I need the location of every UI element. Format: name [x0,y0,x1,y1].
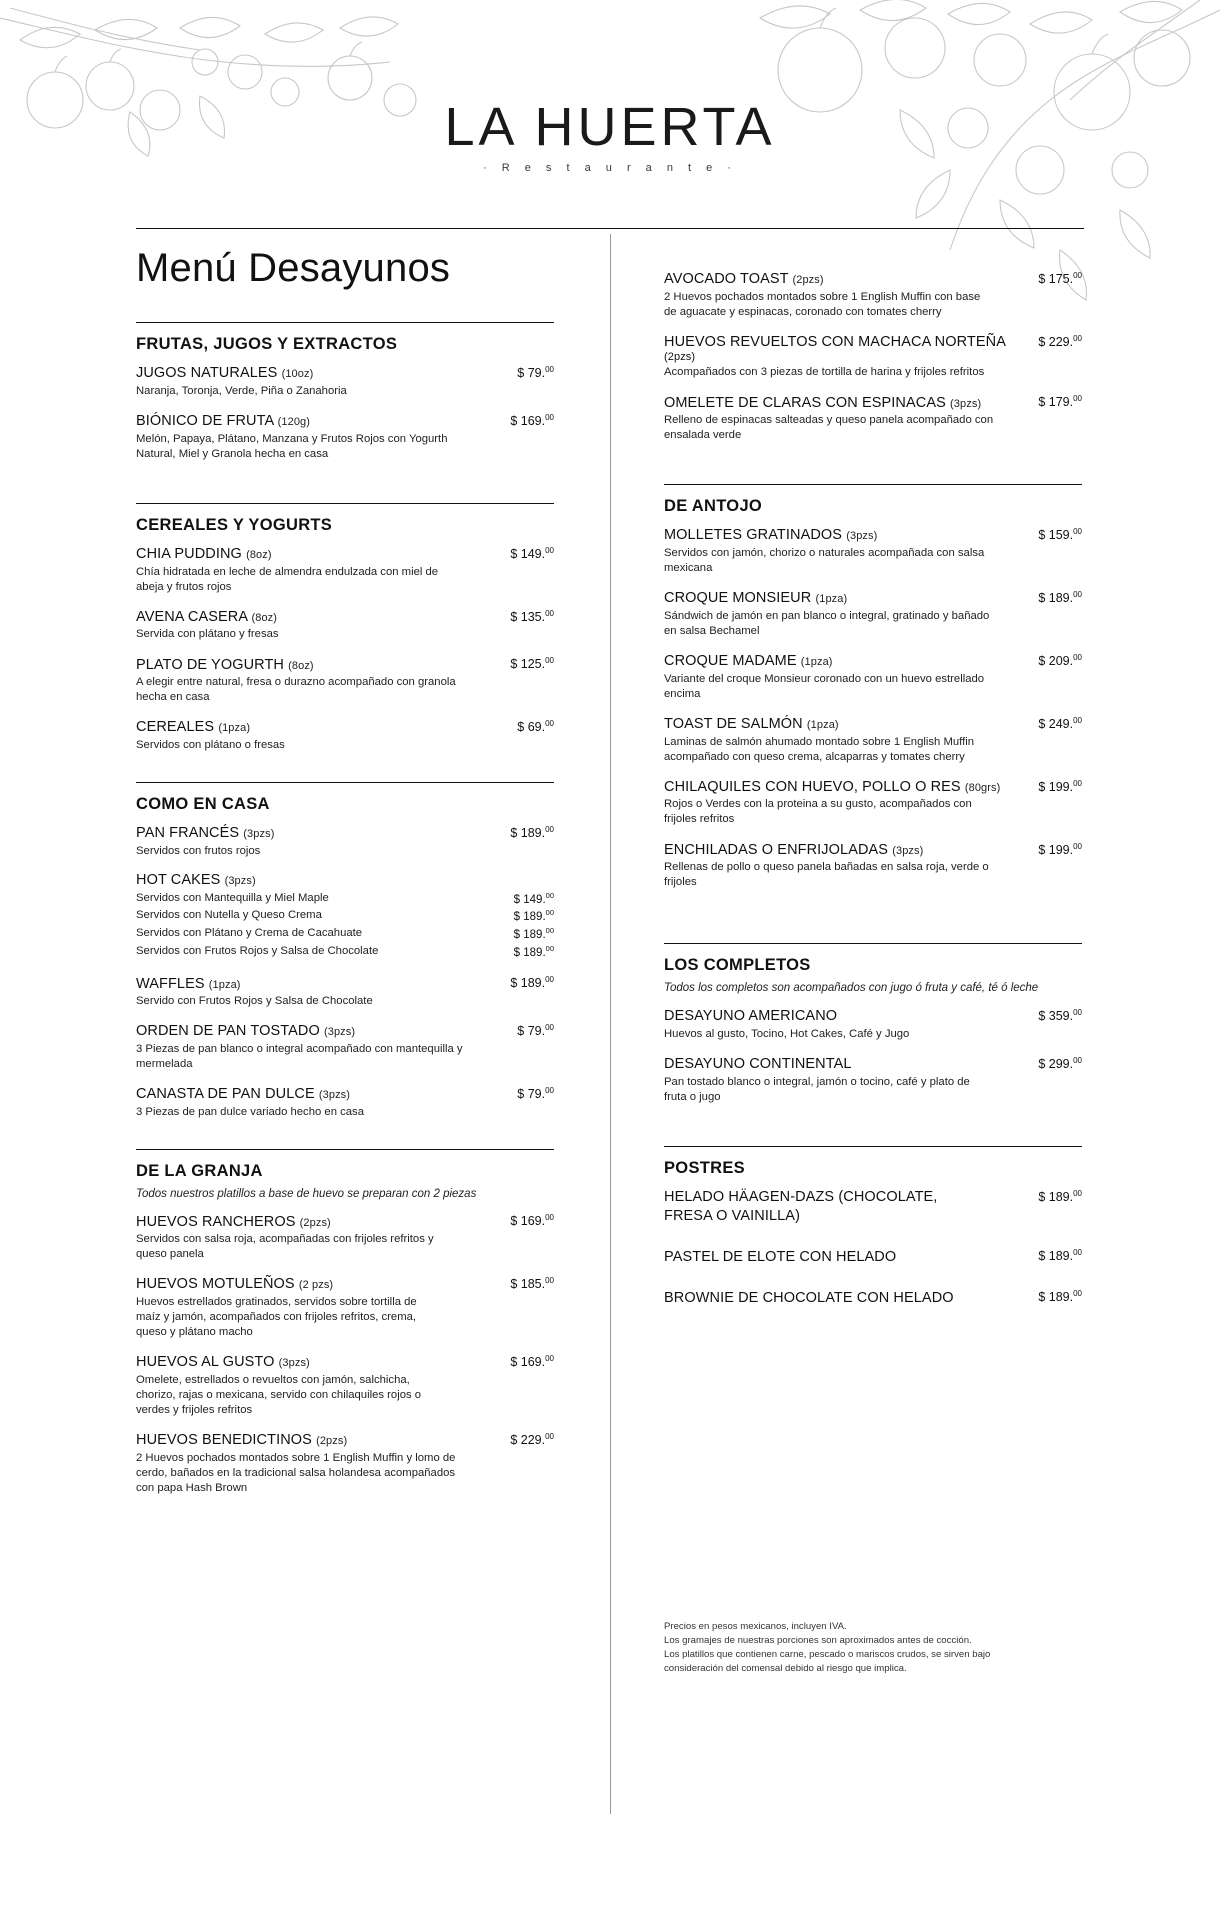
item-description: 2 Huevos pochados montados sobre 1 English Muffin y lomo de cerdo, bañados en la tradicional salsa holandesa acompañados con papa Hash Brown [136,1451,456,1494]
footnote-line-2: Los gramajes de nuestras porciones son aproximados antes de cocción. [664,1634,972,1646]
item-price: $ 79.00 [517,1023,554,1039]
item-description: Acompañados con 3 piezas de tortilla de harina y frijoles refritos [664,366,985,379]
menu-item [664,652,1082,702]
item-qty: (1pza) [806,718,839,731]
item-price: $ 199.00 [1038,841,1082,857]
menu-item [664,270,1082,320]
menu-item [136,1085,554,1120]
item-price: $ 125.00 [510,656,554,672]
menu-item [664,715,1082,765]
section-rule [136,503,554,504]
item-description: Rellenas de pollo o queso panela bañadas en salsa roja, verde o frijoles [664,861,989,889]
section-rule [136,322,554,323]
logo-subtitle: · R e s t a u r a n t e · [483,162,737,174]
menu-item [136,1353,554,1418]
footnote-line-4: consideración del comensal debido al riesgo que implica. [664,1662,907,1674]
variant-row [136,908,554,926]
section-postres [664,1146,1082,1308]
item-name: AVOCADO TOAST (2pzs) [664,271,824,288]
item-description: Melón, Papaya, Plátano, Manzana y Frutos Rojos con Yogurth Natural, Miel y Granola hecha en casa [136,432,448,460]
item-price: $ 359.00 [1038,1007,1082,1024]
item-price: $ 79.00 [517,365,554,381]
variant-label: Servidos con Nutella y Queso Crema [136,909,322,922]
item-description: Servido con Frutos Rojos y Salsa de Chocolate [136,995,373,1008]
menu-item [664,1007,1082,1042]
item-price: $ 169.00 [510,1354,554,1370]
menu-item [136,655,554,705]
item-name: PAN FRANCÉS (3pzs) [136,825,275,842]
section-frutas-jugos-y-extractos [136,322,554,462]
item-qty: (3pzs) [950,397,982,410]
item-qty: (2pzs) [299,1216,331,1229]
menu-item [136,824,554,859]
item-name: HUEVOS BENEDICTINOS (2pzs) [136,1432,348,1449]
item-description: 2 Huevos pochados montados sobre 1 English Muffin con base de aguacate y espinacas, coronado con tomates cherry [664,290,981,318]
menu-item [664,589,1082,639]
item-name: JUGOS NATURALES (10oz) [136,365,314,382]
variant-price: $ 189.00 [513,943,554,959]
item-price: $ 169.00 [510,412,554,428]
variant-label: Servidos con Mantequilla y Miel Maple [136,891,329,904]
item-qty: (10oz) [281,368,314,381]
section-rule [136,782,554,783]
item-description: Pan tostado blanco o integral, jamón o tocino, café y plato de fruta o jugo [664,1075,970,1103]
variant-price: $ 149.00 [513,890,554,906]
section-title: POSTRES [664,1158,745,1177]
menu-item [664,393,1082,443]
item-qty: (80grs) [964,781,1001,794]
menu-item [664,1188,1082,1226]
item-name: BIÓNICO DE FRUTA (120g) [136,413,311,429]
item-qty: (120g) [277,416,311,428]
section-rule [664,484,1082,485]
item-description: Sándwich de jamón en pan blanco o integral, gratinado y bañado en salsa Bechamel [664,609,990,637]
section-title: DE ANTOJO [664,497,763,516]
item-qty: (2pzs) [664,350,696,363]
item-name: AVENA CASERA (8oz) [136,608,278,625]
menu-item [136,1431,554,1496]
item-qty: (2pzs) [792,274,824,287]
item-name: ORDEN DE PAN TOSTADO (3pzs) [136,1023,356,1040]
item-name: DESAYUNO CONTINENTAL [664,1055,852,1072]
section-title: DE LA GRANJA [136,1161,263,1180]
footnote-line-1: Precios en pesos mexicanos, incluyen IVA. [664,1621,847,1632]
item-name: MOLLETES GRATINADOS (3pzs) [664,527,878,544]
variant-row [136,891,554,909]
item-name: CHILAQUILES CON HUEVO, POLLO O RES (80grs) [664,778,1001,795]
variant-label: Servidos con Plátano y Crema de Cacahuate [136,927,363,939]
menu-item-hot-cakes [136,872,554,961]
item-name: HOT CAKES (3pzs) [136,871,256,888]
item-description: Servidos con salsa roja, acompañadas con frijoles refritos y queso panela [136,1233,434,1261]
item-price: $ 179.00 [1038,394,1082,410]
item-price: $ 189.00 [1038,1248,1082,1264]
item-description: Laminas de salmón ahumado montado sobre 1 English Muffin acompañado con queso crema, alcaparras y tomates cherry [664,735,975,763]
menu-item [664,1055,1082,1105]
item-name: CHIA PUDDING (8oz) [136,545,272,562]
item-name: HELADO HÄAGEN-DAZS (CHOCOLATE, FRESA O VAINILLA) [664,1188,938,1224]
item-name: CROQUE MADAME (1pza) [664,653,833,670]
top-divider [136,228,1084,229]
item-name: CEREALES (1pza) [136,719,251,736]
item-name: HUEVOS AL GUSTO (3pzs) [136,1354,310,1371]
item-price: $ 149.00 [510,545,554,561]
item-price: $ 175.00 [1038,271,1082,287]
menu-item [136,545,554,595]
menu-item [136,1212,554,1262]
item-qty: (1pza) [218,722,251,735]
item-price: $ 189.00 [510,825,554,841]
menu-item [664,841,1082,891]
item-name: DESAYUNO AMERICANO [664,1008,838,1025]
section-rule [664,943,1082,944]
item-qty: (1pza) [815,593,848,606]
item-description: Servidos con jamón, chorizo o naturales acompañada con salsa mexicana [664,547,985,575]
item-qty: (3pzs) [892,844,924,857]
item-price: $ 69.00 [517,719,554,735]
item-qty: (8oz) [251,611,278,624]
section-title: CEREALES Y YOGURTS [136,515,333,534]
menu-item [136,718,554,753]
item-qty: (3pzs) [224,874,256,887]
item-price: $ 159.00 [1038,527,1082,543]
footnote-line-3: Los platillos que contienen carne, pescado o mariscos crudos, se sirven bajo [664,1648,991,1660]
item-name: PASTEL DE ELOTE CON HELADO [664,1248,897,1265]
item-description: 3 Piezas de pan blanco o integral acompañado con mantequilla y mermelada [136,1043,463,1071]
item-qty: (3pzs) [318,1089,351,1102]
item-price: $ 209.00 [1038,652,1082,669]
item-price: $ 189.00 [1038,590,1082,606]
item-price: $ 79.00 [517,1086,554,1102]
item-name: WAFFLES (1pza) [136,975,241,992]
item-description: Servidos con frutos rojos [136,844,261,857]
item-price: $ 185.00 [510,1276,554,1292]
item-description: 3 Piezas de pan dulce variado hecho en casa [136,1105,364,1118]
section-los-completos [664,943,1082,1104]
menu-item [136,1275,554,1340]
item-description: Relleno de espinacas salteadas y queso panela acompañado con ensalada verde [664,414,994,442]
item-description: Omelete, estrellados o revueltos con jamón, salchicha, chorizo, rajas o mexicana, servido con chilaquiles rojos o verdes y frijoles refritos [136,1374,422,1417]
section-rule [664,1146,1082,1147]
item-qty: (2 pzs) [298,1279,334,1292]
item-name: HUEVOS MOTULEÑOS (2 pzs) [136,1276,334,1293]
item-qty: (3pzs) [323,1026,356,1039]
section-como-en-casa [136,782,554,1120]
item-description: Chía hidratada en leche de almendra endulzada con miel de abeja y frutos rojos [136,565,439,593]
item-description: Servida con plátano y fresas [136,628,279,641]
menu-item [664,778,1082,828]
menu-item [664,333,1082,380]
section-cereales-y-yogurts [136,503,554,753]
variant-row [136,944,554,962]
item-price: $ 199.00 [1038,778,1082,794]
logo-title: LA HUERTA [444,97,776,157]
footnote [664,1620,1064,1676]
item-qty: (1pza) [208,978,241,991]
menu-item [136,412,554,462]
item-description: A elegir entre natural, fresa o durazno acompañado con granola hecha en casa [136,676,456,704]
left-column [136,316,554,1509]
item-qty: (3pzs) [278,1357,310,1370]
item-price: $ 189.00 [510,975,554,991]
item-description: Variante del croque Monsieur coronado con un huevo estrellado encima [664,672,985,700]
variant-price: $ 189.00 [513,908,554,924]
item-price: $ 135.00 [510,608,554,624]
section-title: COMO EN CASA [136,795,270,814]
variant-label: Servidos con Frutos Rojos y Salsa de Chocolate [136,944,379,957]
column-divider [610,234,611,1814]
item-name: BROWNIE DE CHOCOLATE CON HELADO [664,1289,954,1306]
item-name: PLATO DE YOGURTH (8oz) [136,656,314,673]
item-price: $ 229.00 [510,1432,554,1448]
section-title: FRUTAS, JUGOS Y EXTRACTOS [136,335,398,353]
menu-item [136,1022,554,1072]
menu-item [664,1288,1082,1307]
section-title: LOS COMPLETOS [664,956,811,975]
item-price: $ 299.00 [1038,1055,1082,1071]
item-price: $ 229.00 [1038,333,1082,350]
section-rule [136,1149,554,1150]
item-qty: (2pzs) [316,1435,348,1448]
item-name: HUEVOS RANCHEROS (2pzs) [136,1213,331,1230]
item-price: $ 189.00 [1038,1188,1082,1204]
right-column [664,270,1082,1329]
item-price: $ 169.00 [510,1213,554,1229]
item-description: Rojos o Verdes con la proteina a su gusto, acompañados con frijoles refritos [664,798,972,826]
item-qty: (3pzs) [846,530,878,543]
item-price: $ 189.00 [1038,1289,1082,1305]
variant-price-list [136,891,554,962]
item-name: CANASTA DE PAN DULCE (3pzs) [136,1086,351,1103]
page-title: Menú Desayunos [136,246,451,290]
menu-item [664,1247,1082,1266]
menu-sheet [136,228,1084,1848]
section-huevos-continuacion [664,270,1082,443]
section-de-la-granja [136,1149,554,1496]
section-de-antojo [664,484,1082,890]
item-qty: (1pza) [800,656,833,669]
item-qty: (3pzs) [243,828,275,841]
item-qty: (8oz) [288,659,314,672]
menu-item [664,526,1082,576]
item-name: CROQUE MONSIEUR (1pza) [664,590,848,607]
variant-price: $ 189.00 [513,926,554,941]
item-name: OMELETE DE CLARAS CON ESPINACAS (3pzs) [664,394,982,411]
item-name: TOAST DE SALMÓN (1pza) [664,715,839,732]
variant-row [136,926,554,944]
item-description: Huevos al gusto, Tocino, Hot Cakes, Café y Jugo [664,1027,910,1040]
restaurant-logo [0,97,1220,174]
item-name: ENCHILADAS O ENFRIJOLADAS (3pzs) [664,841,924,858]
item-description: Huevos estrellados gratinados, servidos sobre tortilla de maíz y jamón, acompañados con frijoles refritos, crema, queso y plátano macho [136,1296,417,1339]
item-description: Servidos con plátano o fresas [136,739,285,752]
item-qty: (8oz) [246,548,272,561]
item-price: $ 249.00 [1038,715,1082,731]
menu-item [136,608,554,643]
menu-item [136,364,554,399]
section-note: Todos los completos son acompañados con jugo ó fruta y café, té ó leche [664,982,1039,995]
menu-item [136,974,554,1009]
item-name: HUEVOS REVUELTOS CON MACHACA NORTEÑA [664,334,1006,351]
section-note: Todos nuestros platillos a base de huevo se preparan con 2 piezas [136,1187,477,1200]
item-description: Naranja, Toronja, Verde, Piña o Zanahoria [136,384,347,397]
